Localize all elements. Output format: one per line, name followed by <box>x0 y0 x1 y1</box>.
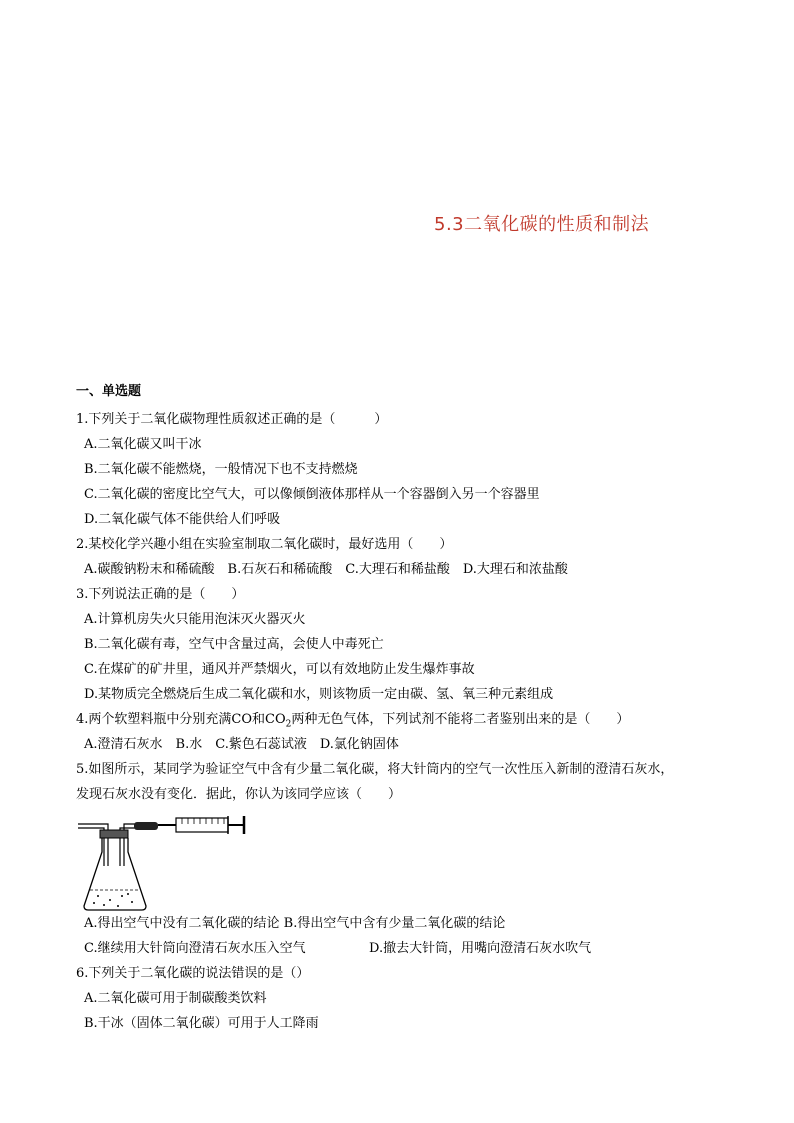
question-3-option-d: D.某物质完全燃烧后生成二氧化碳和水，则该物质一定由碳、氢、氧三种元素组成 <box>84 687 554 702</box>
question-6-stem: 6.下列关于二氧化碳的说法错误的是（） <box>76 966 310 981</box>
question-1-option-d: D.二氧化碳气体不能供给人们呼吸 <box>84 512 281 527</box>
question-6-option-a: A.二氧化碳可用于制碳酸类饮料 <box>84 991 267 1006</box>
question-3-option-a: A.计算机房失火只能用泡沫灭火器灭火 <box>84 612 306 627</box>
question-5-options-line-1: A.得出空气中没有二氧化碳的结论 B.得出空气中含有少量二氧化碳的结论 <box>84 916 506 931</box>
question-4-stem-subscript: 2 <box>285 719 292 730</box>
question-5-option-d: D.撤去大针筒，用嘴向澄清石灰水吹气 <box>369 941 592 956</box>
question-3-option-c: C.在煤矿的矿井里，通风并严禁烟火，可以有效地防止发生爆炸事故 <box>84 662 475 677</box>
question-1-option-b: B.二氧化碳不能燃烧，一般情况下也不支持燃烧 <box>84 462 358 477</box>
question-4-stem <box>76 711 629 734</box>
question-2-options: A.碳酸钠粉末和稀硫酸 B.石灰石和稀硫酸 C.大理石和稀盐酸 D.大理石和浓盐酸 <box>84 562 568 577</box>
question-1-stem: 1.下列关于二氧化碳物理性质叙述正确的是（ ） <box>76 412 388 427</box>
question-6-option-b: B.干冰（固体二氧化碳）可用于人工降雨 <box>84 1016 319 1031</box>
question-5-stem-line-2: 发现石灰水没有变化．据此，你认为该同学应该（ ） <box>76 787 402 802</box>
question-5-option-c: C.继续用大针筒向澄清石灰水压入空气 <box>84 941 306 956</box>
question-1-option-a: A.二氧化碳又叫干冰 <box>84 437 202 452</box>
question-2-stem: 2.某校化学兴趣小组在实验室制取二氧化碳时，最好选用（ ） <box>76 537 453 552</box>
question-3-stem: 3.下列说法正确的是（ ） <box>76 587 245 602</box>
question-5-stem-line-1: 5.如图所示，某同学为验证空气中含有少量二氧化碳，将大针筒内的空气一次性压入新制的澄清石灰水， <box>76 762 674 777</box>
question-4-options: A.澄清石灰水 B.水 C.紫色石蕊试液 D.氯化钠固体 <box>84 737 399 752</box>
question-1-option-c: C.二氧化碳的密度比空气大，可以像倾倒液体那样从一个容器倒入另一个容器里 <box>84 487 540 502</box>
question-4-stem-post: 两种无色气体，下列试剂不能将二者鉴别出来的是（ ） <box>291 712 630 727</box>
section-heading: 一、单选题 <box>76 384 142 399</box>
page-title: 5.3二氧化碳的性质和制法 <box>434 214 650 235</box>
question-4-stem-pre: 4.两个软塑料瓶中分别充满CO和CO <box>76 712 286 727</box>
syringe-flask-apparatus-icon <box>76 808 256 914</box>
question-3-option-b: B.二氧化碳有毒，空气中含量过高，会使人中毒死亡 <box>84 637 384 652</box>
